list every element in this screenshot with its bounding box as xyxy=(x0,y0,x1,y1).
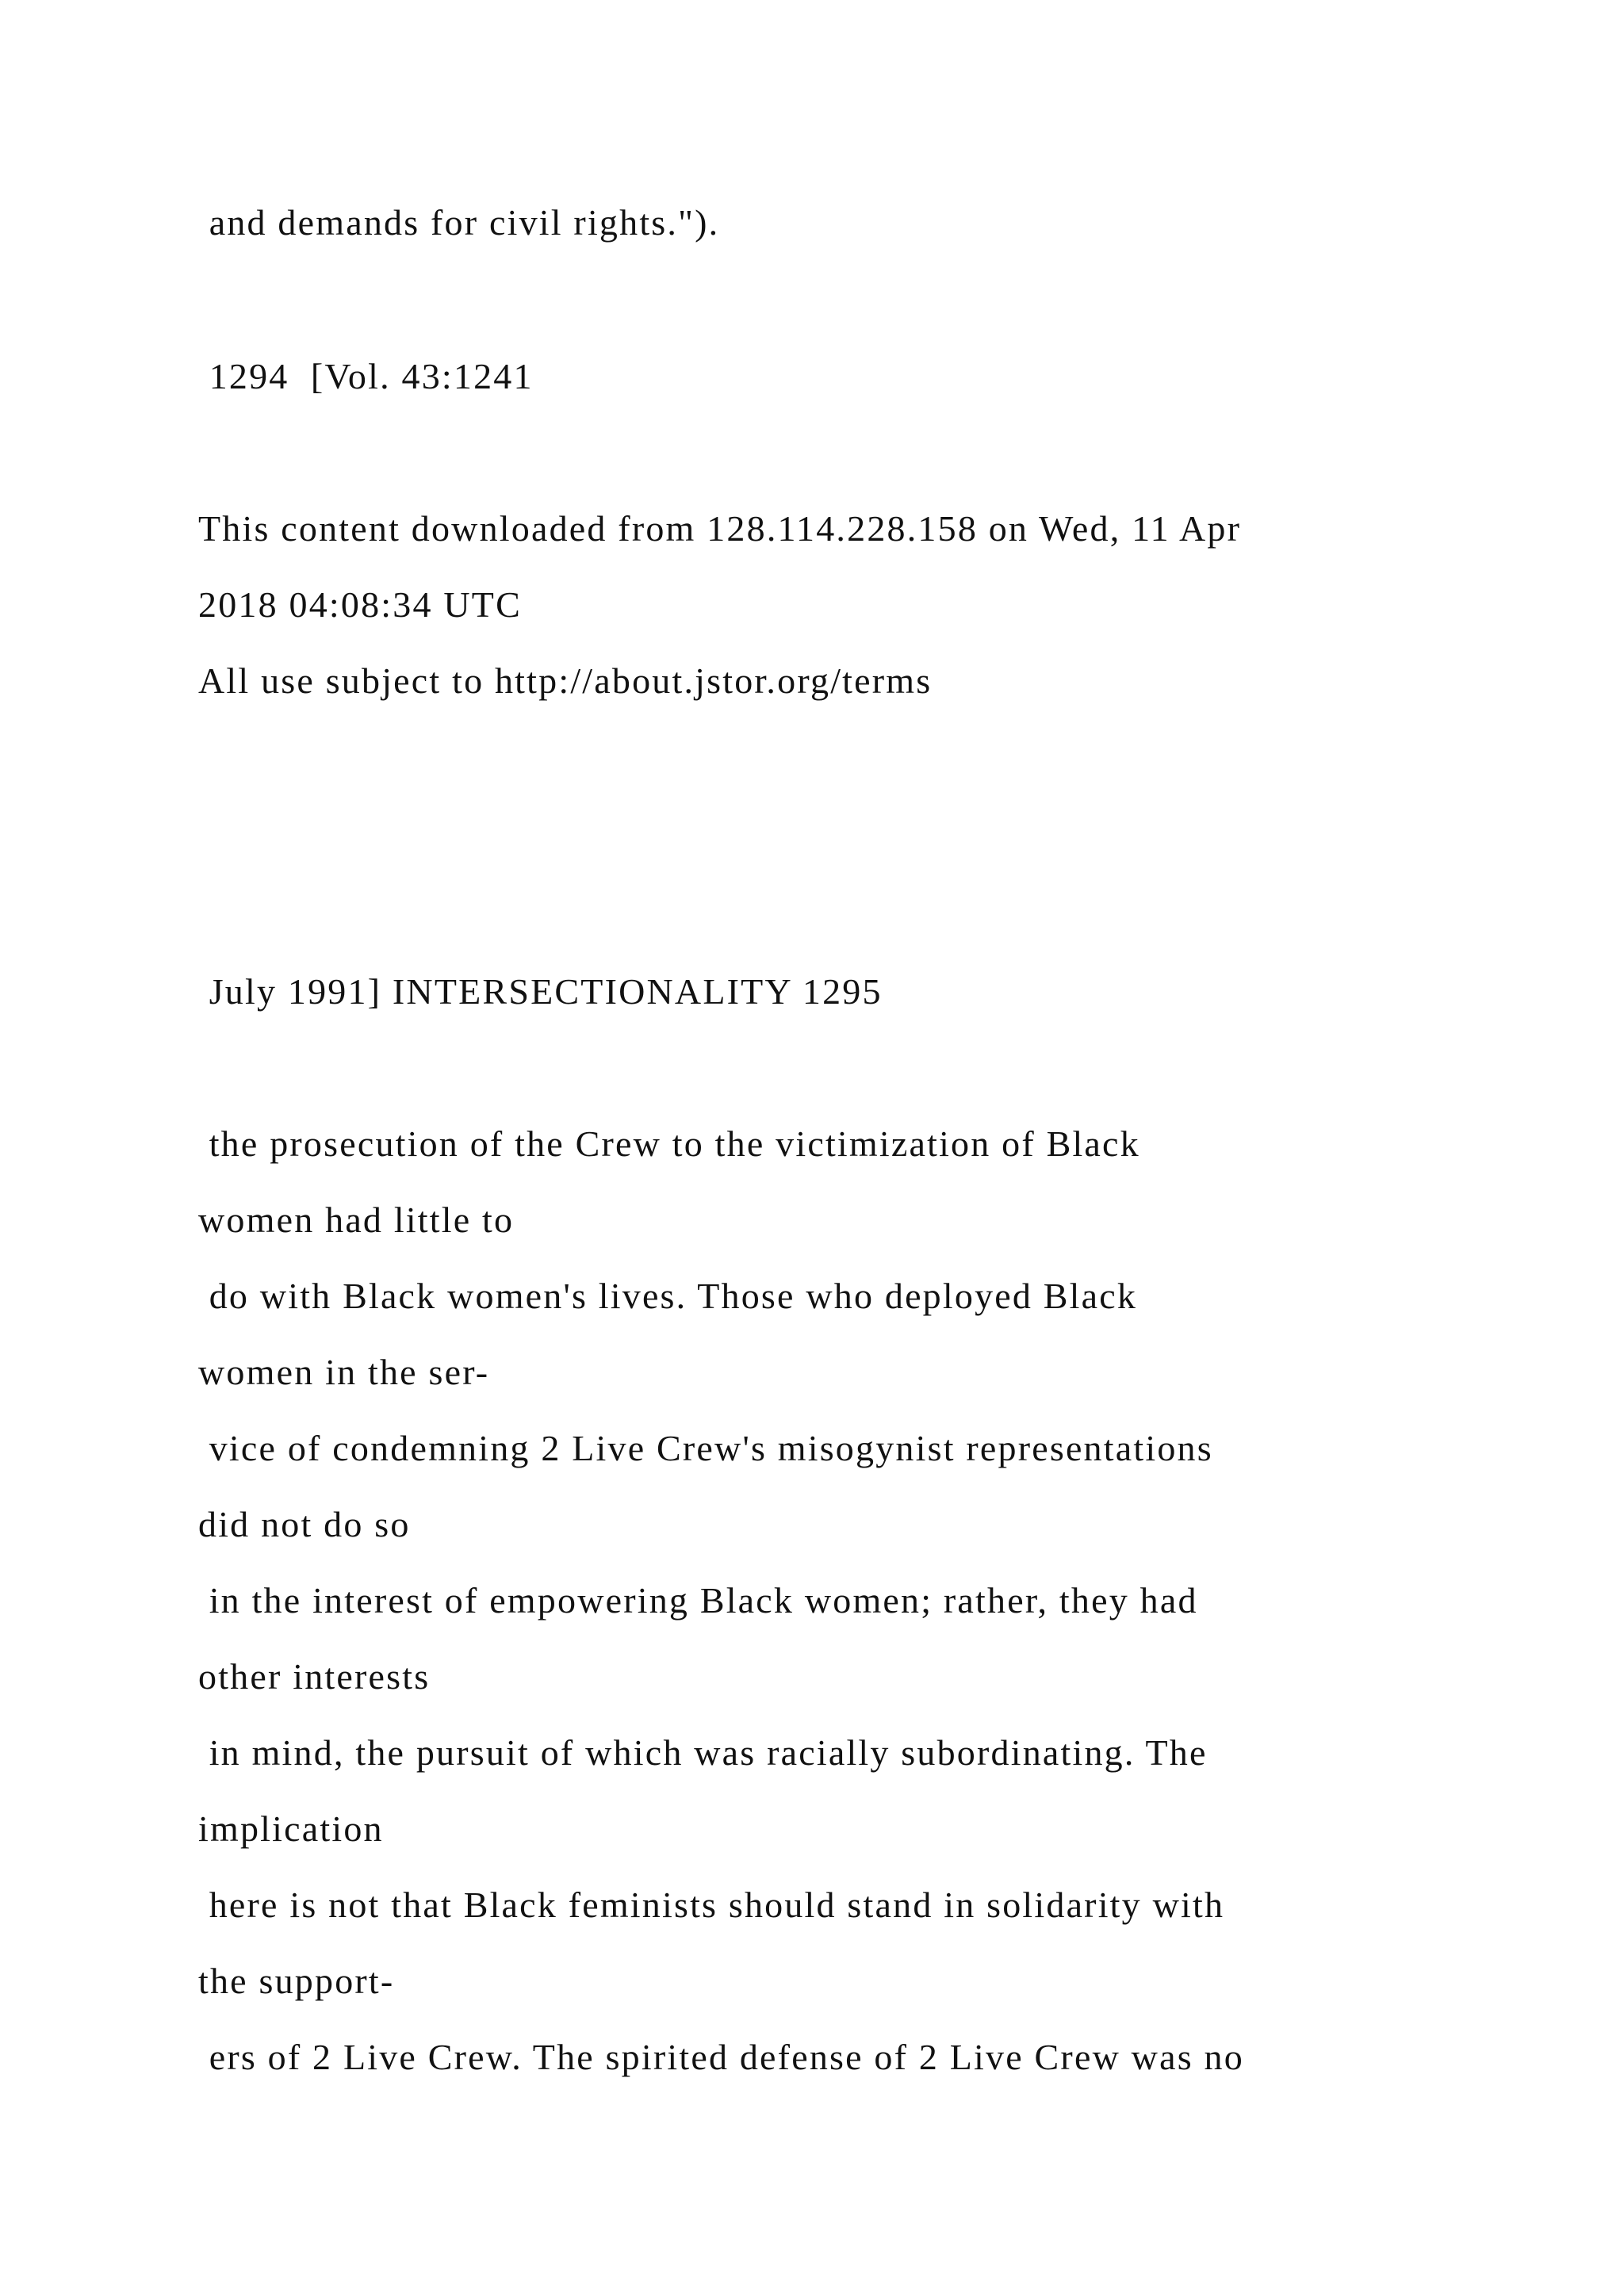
body-text-line: did not do so xyxy=(198,1504,411,1544)
terms-of-use-line: All use subject to http://about.jstor.org/terms xyxy=(198,660,933,701)
body-text-line: implication xyxy=(198,1808,384,1849)
body-text-line: in mind, the pursuit of which was racially subordinating. The xyxy=(198,1732,1208,1773)
body-text-line: women in the ser- xyxy=(198,1352,490,1392)
page-header-1295: July 1991] INTERSECTIONALITY 1295 xyxy=(198,971,883,1012)
body-text-line: women had little to xyxy=(198,1200,515,1240)
download-notice-line: This content downloaded from 128.114.228.158 on Wed, 11 Apr xyxy=(198,508,1242,549)
download-timestamp-line: 2018 04:08:34 UTC xyxy=(198,584,522,625)
body-text-line: ers of 2 Live Crew. The spirited defense of 2 Live Crew was no xyxy=(198,2037,1244,2077)
body-text-line: the prosecution of the Crew to the victimization of Black xyxy=(198,1123,1140,1164)
body-text-line: vice of condemning 2 Live Crew's misogynist representations xyxy=(198,1428,1213,1468)
body-text-line: in the interest of empowering Black women; rather, they had xyxy=(198,1580,1198,1621)
body-text-line: the support- xyxy=(198,1961,395,2001)
body-text-line: do with Black women's lives. Those who deployed Black xyxy=(198,1276,1138,1316)
body-text-line: other interests xyxy=(198,1656,431,1697)
text-line-civil-rights: and demands for civil rights."). xyxy=(198,202,720,243)
page-header-1294: 1294 [Vol. 43:1241 xyxy=(198,356,534,396)
body-text-line: here is not that Black feminists should stand in solidarity with xyxy=(198,1885,1225,1925)
